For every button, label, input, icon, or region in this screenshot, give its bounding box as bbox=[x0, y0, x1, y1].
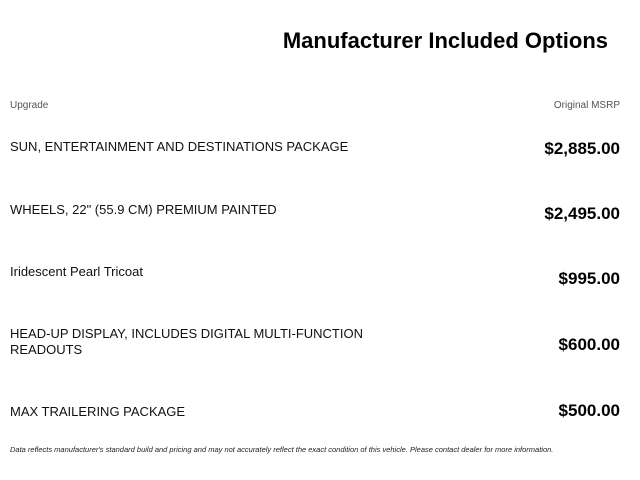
option-name: HEAD-UP DISPLAY, INCLUDES DIGITAL MULTI-FUNCTION READOUTS bbox=[10, 326, 363, 357]
option-price: $2,495.00 bbox=[544, 204, 620, 223]
option-row bbox=[10, 326, 620, 366]
option-row bbox=[10, 401, 620, 444]
option-name: SUN, ENTERTAINMENT AND DESTINATIONS PACKAGE bbox=[10, 139, 349, 154]
option-price: $995.00 bbox=[558, 269, 620, 288]
page-title: Manufacturer Included Options bbox=[282, 28, 608, 53]
option-price: $500.00 bbox=[558, 401, 620, 420]
option-row bbox=[10, 264, 620, 304]
option-name: MAX TRAILERING PACKAGE bbox=[10, 404, 186, 419]
option-price: $600.00 bbox=[558, 335, 620, 354]
option-name: Iridescent Pearl Tricoat bbox=[10, 264, 143, 279]
msrp-column-header: Original MSRP bbox=[553, 100, 620, 111]
option-row bbox=[10, 202, 620, 242]
option-row bbox=[10, 139, 620, 179]
option-name: WHEELS, 22" (55.9 CM) PREMIUM PAINTED bbox=[10, 202, 277, 217]
upgrade-column-header: Upgrade bbox=[10, 100, 49, 111]
disclaimer-text: Data reflects manufacturer's standard build and pricing and may not accurately reflect the exact condition of this vehicle. Please contact dealer for more information. bbox=[10, 445, 554, 454]
option-price: $2,885.00 bbox=[544, 139, 620, 158]
